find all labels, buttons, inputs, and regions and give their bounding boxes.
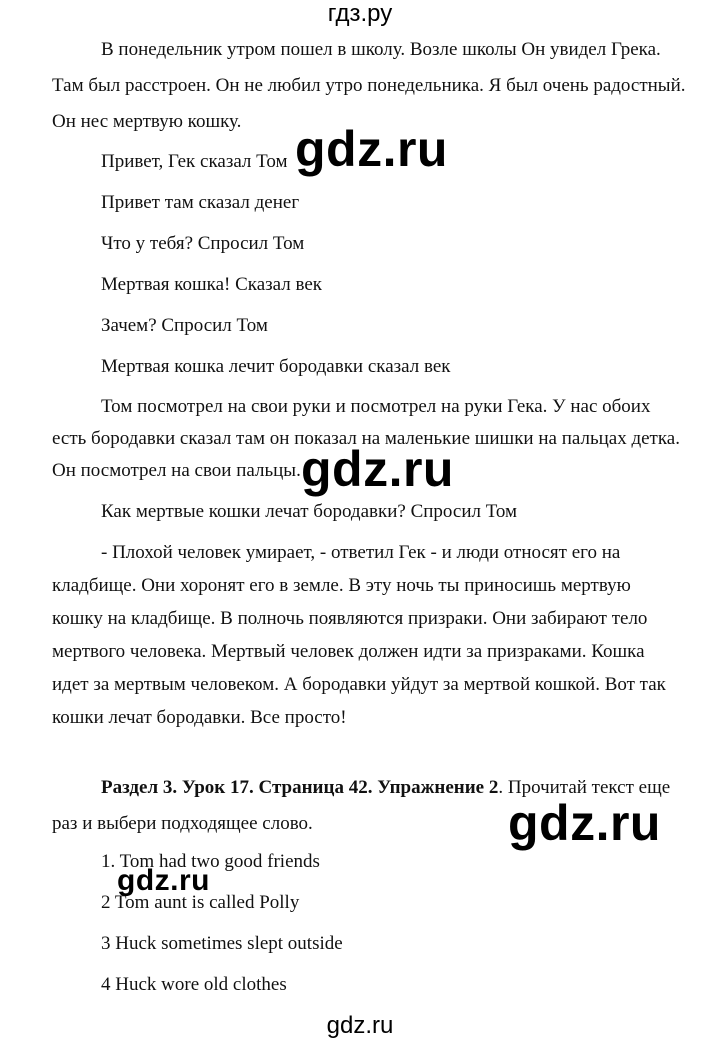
site-header: гдз.ру: [327, 0, 393, 27]
exercise-heading-line2: раз и выбери подходящее слово.: [52, 813, 313, 834]
watermark: gdz.ru: [508, 795, 661, 851]
exercise-heading-bold: Раздел 3. Урок 17. Страница 42. Упражнение 2: [101, 777, 499, 798]
dialog-line: Мертвая кошка лечит бородавки сказал век: [101, 356, 451, 377]
watermark: gdz.ru: [117, 864, 210, 897]
list-item: 4 Huck wore old clothes: [101, 974, 287, 995]
story-line: Том посмотрел на свои руки и посмотрел на руки Гека. У нас обоих: [101, 396, 651, 417]
dialog-line: Что у тебя? Спросил Том: [101, 233, 305, 254]
story-line: В понедельник утром пошел в школу. Возле школы Он увидел Грека.: [101, 39, 661, 60]
exercise-heading-rest: . Прочитай текст еще: [498, 777, 671, 798]
watermark: gdz.ru: [295, 121, 448, 177]
list-item: 1. Tom had two good friends: [101, 851, 320, 872]
story-line: Там был расстроен. Он не любил утро понедельника. Я был очень радостный.: [52, 75, 686, 96]
list-item: 2 Tom aunt is called Polly: [101, 892, 300, 913]
dialog-line: Привет там сказал денег: [101, 192, 300, 213]
watermark: gdz.ru: [301, 441, 454, 497]
site-footer: gdz.ru: [326, 1012, 394, 1039]
story-line: есть бородавки сказал там он показал на маленькие шишки на пальцах детка.: [52, 428, 680, 449]
story-line: кошку на кладбище. В полночь появляются призраки. Они забирают тело: [52, 608, 648, 629]
dialog-line: Мертвая кошка! Сказал век: [101, 274, 323, 295]
story-line: кладбище. Они хоронят его в земле. В эту ночь ты приносишь мертвую: [52, 575, 631, 596]
question-line: Как мертвые кошки лечат бородавки? Спросил Том: [101, 501, 518, 522]
list-item: 3 Huck sometimes slept outside: [101, 933, 343, 954]
story-line: Он нес мертвую кошку.: [52, 111, 242, 132]
story-line: идет за мертвым человеком. А бородавки уйдут за мертвой кошкой. Вот так: [52, 674, 666, 695]
dialog-line: Зачем? Спросил Том: [101, 315, 268, 336]
dialog-line: Привет, Гек сказал Том: [101, 151, 288, 172]
story-line: - Плохой человек умирает, - ответил Гек - и люди относят его на: [101, 542, 621, 563]
story-line: кошки лечат бородавки. Все просто!: [52, 707, 347, 728]
story-line: Он посмотрел на свои пальцы.: [52, 460, 301, 481]
story-line: мертвого человека. Мертвый человек должен идти за призраками. Кошка: [52, 641, 645, 662]
